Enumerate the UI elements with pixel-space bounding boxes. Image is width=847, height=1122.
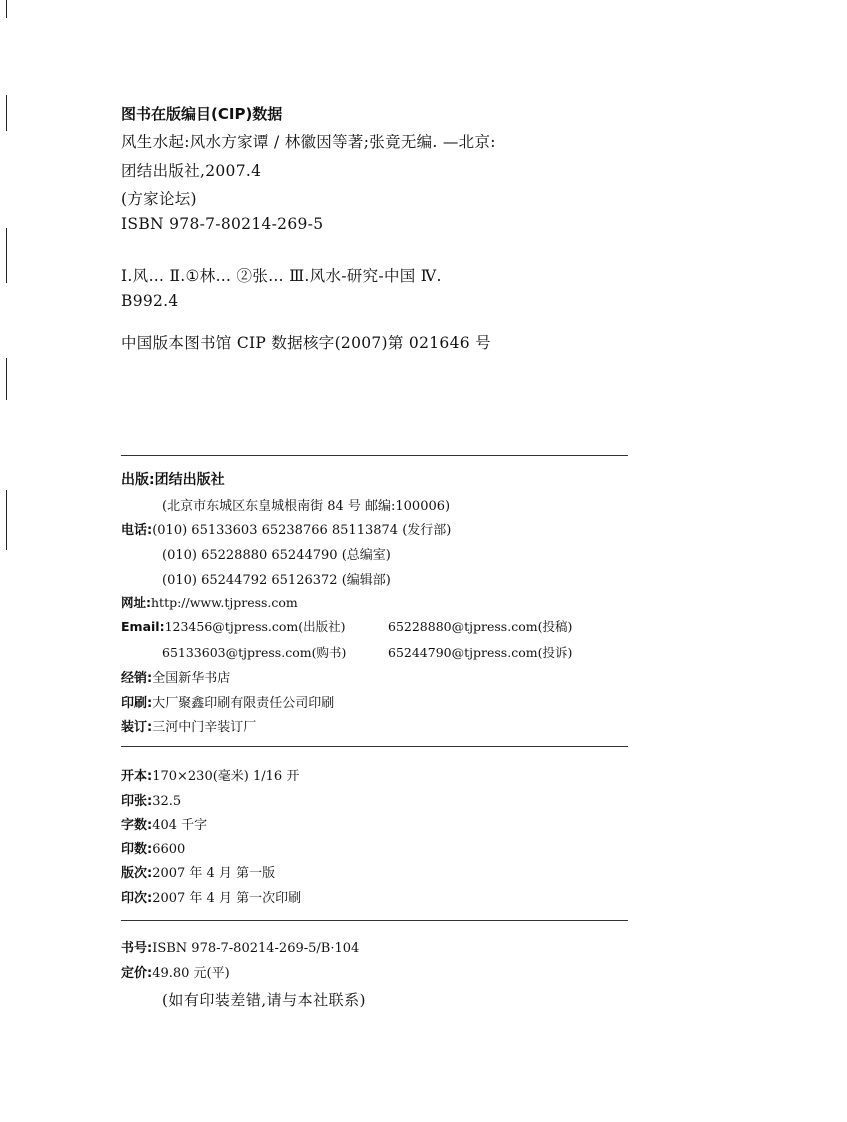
edge-mark	[6, 228, 7, 283]
email-row-1	[121, 617, 346, 635]
cip-heading: 图书在版编目(CIP)数据	[121, 105, 283, 123]
printer: 大厂聚鑫印刷有限责任公司印刷	[152, 696, 335, 711]
printing-label: 印次:	[121, 891, 153, 906]
edge-mark	[6, 95, 7, 131]
cip-record: 中国版本图书馆 CIP 数据核字(2007)第 021646 号	[121, 334, 491, 352]
phone-label: 电话:	[121, 523, 153, 538]
edition-row	[121, 862, 275, 881]
binder: 三河中门辛装订厂	[152, 720, 257, 735]
publisher-row	[121, 469, 225, 489]
email-label: Email:	[121, 619, 165, 634]
sheets: 32.5	[152, 794, 182, 809]
cip-title-line: 风生水起:风水方家谭 / 林徽因等著;张竟无编. —北京:	[121, 133, 496, 151]
email-publisher: 123456@tjpress.com(出版社)	[164, 619, 346, 634]
copies-label: 印数:	[121, 842, 153, 857]
phone-2: (010) 65228880 65244790 (总编室)	[162, 548, 391, 563]
edition-label: 版次:	[121, 866, 153, 881]
errata-note: (如有印装差错,请与本社联系)	[162, 991, 366, 1009]
price-row	[121, 962, 230, 981]
cip-isbn: ISBN 978-7-80214-269-5	[121, 215, 324, 233]
printing-row	[121, 887, 301, 906]
phone-1: (010) 65133603 65238766 85113874 (发行部)	[152, 523, 452, 538]
publisher-label: 出版:	[121, 472, 155, 488]
cip-subject-line: Ⅰ.风… Ⅱ.①林… ②张… Ⅲ.风水-研究-中国 Ⅳ.	[121, 267, 442, 285]
web-label: 网址:	[121, 595, 151, 610]
cip-publisher-line: 团结出版社,2007.4	[121, 162, 262, 180]
email-purchase: 65133603@tjpress.com(购书)	[162, 645, 347, 660]
web-row	[121, 593, 298, 611]
binder-label: 装订:	[121, 720, 153, 735]
binder-row	[121, 716, 256, 735]
words-label: 字数:	[121, 818, 153, 833]
printer-row	[121, 692, 334, 711]
distributor-row	[121, 667, 230, 686]
bookno-row	[121, 937, 359, 956]
web-url: http://www.tjpress.com	[151, 595, 298, 610]
edition: 2007 年 4 月 第一版	[152, 866, 276, 881]
format: 170×230(毫米) 1/16 开	[152, 769, 300, 784]
words-row	[121, 814, 207, 833]
email-submission: 65228880@tjpress.com(投稿)	[388, 619, 573, 634]
sheets-label: 印张:	[121, 794, 153, 809]
price: 49.80 元(平)	[152, 966, 230, 981]
printer-label: 印刷:	[121, 696, 153, 711]
divider	[121, 746, 628, 747]
edge-mark	[6, 490, 7, 550]
edge-mark	[6, 358, 7, 400]
words: 404 千字	[152, 818, 208, 833]
publisher-address: (北京市东城区东皇城根南街 84 号 邮编:100006)	[162, 499, 451, 514]
format-label: 开本:	[121, 769, 153, 784]
cip-class-no: B992.4	[121, 292, 179, 310]
divider	[121, 455, 628, 456]
cip-series: (方家论坛)	[121, 190, 197, 208]
bookno-label: 书号:	[121, 941, 153, 956]
phone-3: (010) 65244792 65126372 (编辑部)	[162, 573, 391, 588]
bookno: ISBN 978-7-80214-269-5/B·104	[152, 941, 360, 956]
edge-mark	[6, 0, 7, 18]
price-label: 定价:	[121, 966, 153, 981]
phone-row	[121, 519, 451, 538]
divider	[121, 920, 628, 921]
format-row	[121, 765, 299, 784]
printing: 2007 年 4 月 第一次印刷	[152, 891, 302, 906]
email-complaint: 65244790@tjpress.com(投诉)	[388, 645, 573, 660]
publisher-name: 团结出版社	[154, 472, 225, 488]
copies-row	[121, 838, 185, 857]
copies: 6600	[152, 842, 186, 857]
distributor: 全国新华书店	[152, 671, 231, 686]
distributor-label: 经销:	[121, 671, 153, 686]
sheets-row	[121, 790, 181, 809]
